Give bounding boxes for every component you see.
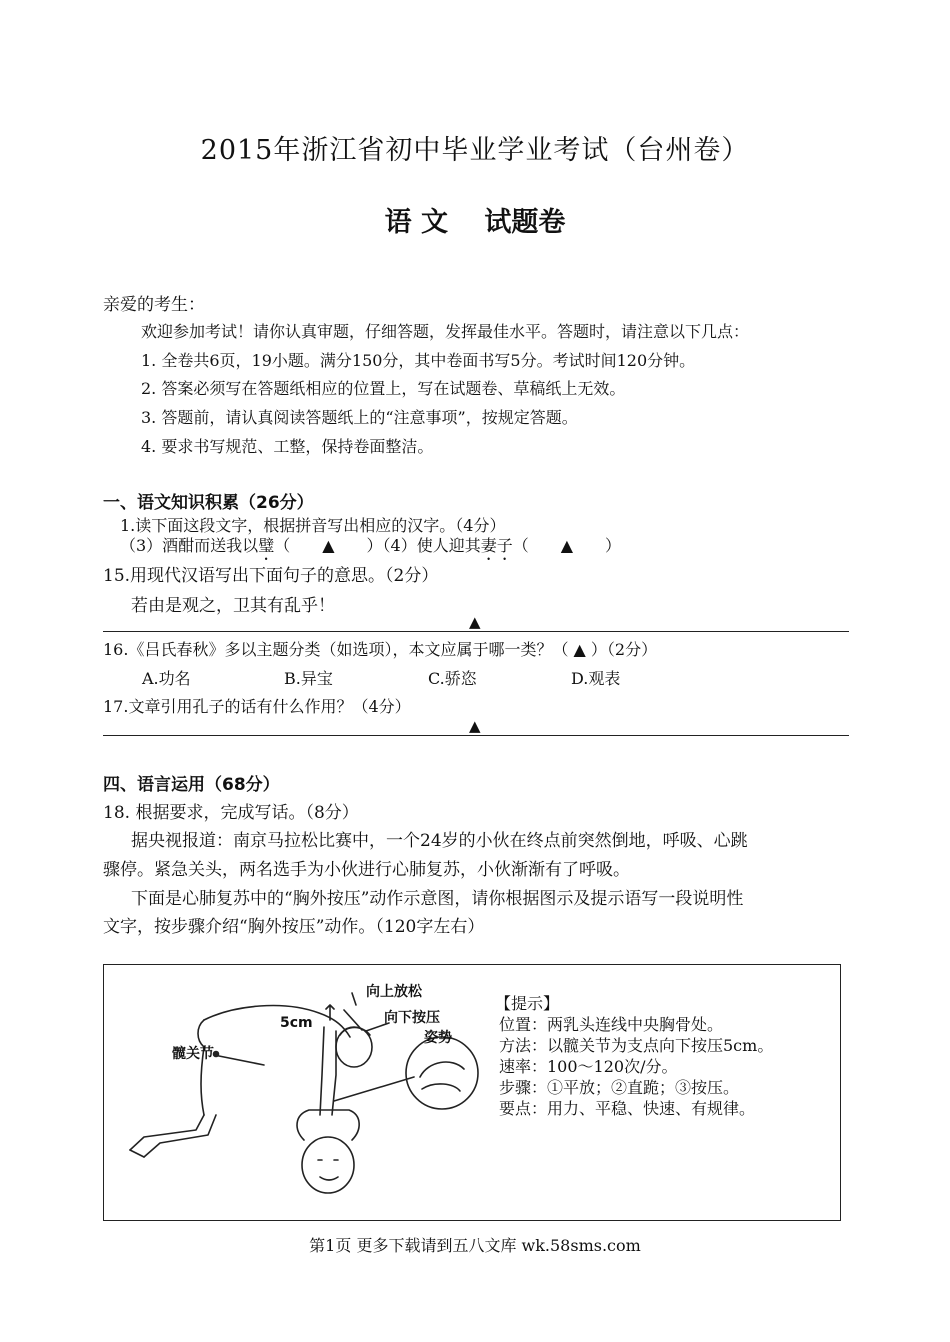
q18-para1-line2: 骤停。紧急关头，两名选手为小伙进行心肺复苏，小伙渐渐有了呼吸。: [103, 860, 630, 880]
question-1-line: [120, 533, 621, 564]
answer-blank-marker: ▲: [469, 717, 481, 735]
note-1: 1. 全卷共6页，19小题。满分150分，其中卷面书写5分。考试时间120分钟。: [141, 351, 696, 370]
page-footer: 第1页 更多下载请到五八文库 wk.58sms.com: [309, 1236, 641, 1255]
page-subtitle: 语 文 试题卷: [384, 207, 566, 238]
question-15: 15.用现代汉语写出下面句子的意思。（2分）: [103, 566, 439, 586]
label-press-down: 向下按压: [384, 1010, 440, 1026]
q1-part-mid: （ ▲ ）（4）使人迎其: [274, 536, 481, 555]
greeting: 亲爱的考生：: [103, 295, 205, 315]
hint-position: 位置：两乳头连线中央胸骨处。: [499, 1015, 724, 1034]
q15-sentence: 若由是观之，卫其有乱乎！: [131, 596, 335, 616]
section1-heading: 一、语文知识积累（26分）: [103, 493, 314, 513]
q16-option-d: D.观表: [571, 669, 621, 688]
label-5cm: 5cm: [280, 1015, 313, 1031]
section4-heading: 四、语言运用（68分）: [103, 775, 280, 795]
question-17: 17.文章引用孔子的话有什么作用？（4分）: [103, 697, 411, 716]
q1-part-a: （3）酒酣而送我以: [120, 536, 259, 555]
q16-option-b: B.异宝: [284, 669, 333, 688]
q18-para2-line1: 下面是心肺复苏中的“胸外按压”动作示意图，请你根据图示及提示语写一段说明性: [131, 889, 744, 909]
answer-blank-marker: ▲: [469, 613, 481, 631]
q1-dotted-a: 璧: [258, 536, 275, 555]
q16-option-a: A.功名: [142, 669, 191, 688]
answer-line: [103, 735, 849, 736]
welcome-text: 欢迎参加考试！请你认真审题，仔细答题，发挥最佳水平。答题时，请注意以下几点：: [141, 322, 750, 341]
answer-line: [103, 631, 849, 632]
hint-rate: 速率：100～120次/分。: [499, 1057, 678, 1076]
cpr-figure-box: [103, 964, 841, 1221]
hint-method: 方法：以髋关节为支点向下按压5cm。: [499, 1036, 774, 1055]
note-4: 4. 要求书写规范、工整，保持卷面整洁。: [141, 437, 434, 456]
hint-key-points: 要点：用力、平稳、快速、有规律。: [499, 1099, 756, 1118]
page-title: 2015年浙江省初中毕业学业考试（台州卷）: [200, 135, 750, 166]
label-release-up: 向上放松: [366, 984, 422, 1000]
q1-dotted-b: 妻子: [480, 536, 513, 555]
hint-title: 【提示】: [495, 994, 560, 1013]
q18-para1-line1: 据央视报道：南京马拉松比赛中，一个24岁的小伙在终点前突然倒地，呼吸、心跳: [131, 831, 748, 851]
question-1: 1.读下面这段文字，根据拼音写出相应的汉字。（4分）: [120, 516, 506, 535]
note-2: 2. 答案必须写在答题纸相应的位置上，写在试题卷、草稿纸上无效。: [141, 379, 626, 398]
q16-option-c: C.骄恣: [428, 669, 477, 688]
q18-para2-line2: 文字，按步骤介绍“胸外按压”动作。（120字左右）: [103, 917, 485, 937]
label-pose: 姿势: [424, 1030, 452, 1046]
cpr-illustration: [104, 965, 484, 1217]
note-3: 3. 答题前，请认真阅读答题纸上的“注意事项”，按规定答题。: [141, 408, 578, 427]
question-16: 16.《吕氏春秋》多以主题分类（如选项），本文应属于哪一类？（ ▲ ）（2分）: [103, 640, 658, 659]
q1-part-b: （ ▲ ）: [512, 536, 622, 555]
label-hip-joint: 髋关节: [172, 1046, 214, 1062]
hint-steps: 步骤：①平放；②直跪；③按压。: [499, 1078, 740, 1097]
question-18: 18. 根据要求，完成写话。（8分）: [103, 803, 359, 823]
